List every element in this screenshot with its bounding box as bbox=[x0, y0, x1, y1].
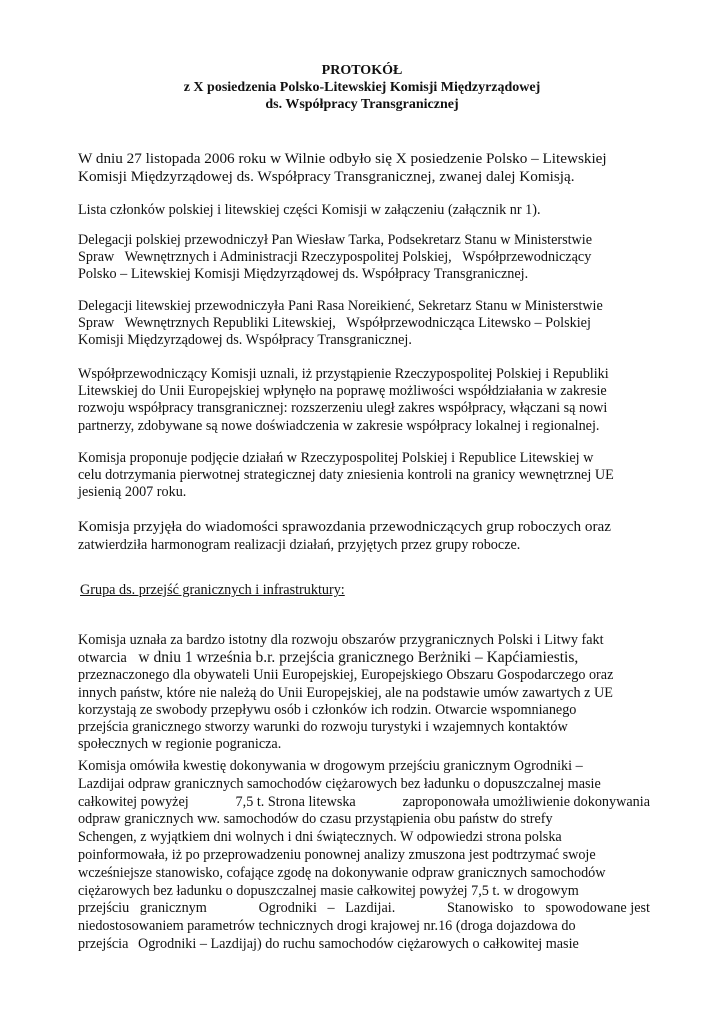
text-line bbox=[78, 900, 650, 918]
paragraph-co-chairs bbox=[78, 366, 650, 435]
text-line: rozwoju współpracy transgranicznej: rozszerzeniu uległ zakres współpracy, włączani są nowi bbox=[78, 400, 608, 417]
text-line: społecznych w regionie pogranicza. bbox=[78, 736, 282, 753]
text-line: Komisji Międzyrządowej ds. Współpracy Transgranicznej. bbox=[78, 332, 412, 349]
text-line: Lazdijai odpraw granicznych samochodów ciężarowych bez ładunku o dopuszczalnej masie bbox=[78, 775, 601, 792]
paragraph-truck-clearance bbox=[78, 758, 650, 954]
paragraph-member-list bbox=[78, 202, 650, 219]
text-line: W dniu 27 listopada 2006 roku w Wilnie odbyło się X posiedzenie Polsko – Litewskiej bbox=[78, 150, 607, 167]
text-line bbox=[78, 936, 650, 954]
text-line bbox=[78, 649, 650, 667]
text-line: Delegacji polskiej przewodniczył Pan Wiesław Tarka, Podsekretarz Stanu w Ministerstwie bbox=[78, 232, 593, 248]
text-fragment: przejściu granicznym bbox=[78, 900, 207, 917]
text-line: wcześniejsze stanowisko, cofające zgodę na dokonywanie odpraw granicznych samochodów bbox=[78, 864, 606, 881]
text-line: Lista członków polskiej i litewskiej części Komisji w załączeniu (załącznik nr 1). bbox=[78, 202, 541, 218]
text-line: przejścia granicznego stworzy warunki do rozwoju turystyki i wzajemnych kontaktów bbox=[78, 719, 568, 736]
paragraph-reports bbox=[78, 518, 650, 554]
text-line: ciężarowych bez ładunku o dopuszczalnej masie całkowitej powyżej 7,5 t. w drogowym bbox=[78, 882, 579, 899]
text-line: zatwierdziła harmonogram realizacji działań, przyjętych przez grupy robocze. bbox=[78, 537, 521, 553]
text-line: Komisja proponuje podjęcie działań w Rzeczypospolitej Polskiej i Republice Litewskiej w bbox=[78, 450, 594, 466]
text-fragment: otwarcia bbox=[78, 650, 127, 667]
title-line-2: z X posiedzenia Polsko-Litewskiej Komisji Międzyrządowej bbox=[183, 80, 541, 95]
text-line: partnerzy, zdobywane są nowe doświadczenia w zakresie współpracy lokalnej i regionalnej. bbox=[78, 417, 600, 434]
text-line: niedostosowaniem parametrów technicznych drogi krajowej nr.16 (droga dojazdowa do bbox=[78, 918, 576, 935]
text-line: Litewskiej do Unii Europejskiej wpłynęło na poprawę możliwości współdziałania w zakresie bbox=[78, 383, 607, 400]
text-line: Współprzewodniczący Komisji uznali, iż przystąpienie Rzeczypospolitej Polskiej i Republiki bbox=[78, 366, 609, 382]
text-line: Delegacji litewskiej przewodniczyła Pani Rasa Noreikienć, Sekretarz Stanu w Ministerstwie bbox=[78, 298, 603, 314]
text-fragment: Ogrodniki – Lazdijai. bbox=[258, 900, 396, 917]
text-line: poinformowała, iż po przeprowadzeniu ponownej analizy zmuszona jest podtrzymać swoje bbox=[78, 846, 596, 863]
text-line: celu dotrzymania pierwotnej strategicznej daty zniesienia kontroli na granicy wewnętrznej UE bbox=[78, 467, 614, 484]
text-fragment: Ogrodniki – Lazdijaj) do ruchu samochodów ciężarowych o całkowitej masie bbox=[137, 935, 579, 952]
document-title bbox=[0, 62, 724, 113]
text-line bbox=[78, 794, 650, 812]
text-line: Komisja omówiła kwestię dokonywania w drogowym przejściu granicznym Ogrodniki – bbox=[78, 758, 583, 774]
text-fragment: przejścia bbox=[78, 935, 129, 952]
text-fragment: w dniu 1 września b.r. przejścia granicznego Berżniki – Kapćiamiestis, bbox=[138, 649, 579, 667]
section-heading: Grupa ds. przejść granicznych i infrastruktury: bbox=[80, 582, 345, 598]
text-line: Komisji Międzyrządowej ds. Współpracy Transgranicznej, zwanej dalej Komisją. bbox=[78, 168, 575, 185]
text-line: odpraw granicznych ww. samochodów do czasu przystąpienia obu państw do strefy bbox=[78, 811, 553, 828]
text-line: Komisja przyjęła do wiadomości sprawozdania przewodniczących grup roboczych oraz bbox=[78, 518, 612, 535]
text-line: korzystają ze swobody przepływu osób i członków ich rodzin. Otwarcie wspomnianego bbox=[78, 701, 577, 718]
paragraph-polish-delegation bbox=[78, 232, 650, 284]
paragraph-proposal bbox=[78, 450, 650, 502]
text-line: Spraw Wewnętrznych i Administracji Rzeczypospolitej Polskiej, Współprzewodniczący bbox=[78, 249, 592, 266]
text-line: Komisja uznała za bardzo istotny dla rozwoju obszarów przygranicznych Polski i Litwy fakt bbox=[78, 632, 604, 648]
text-line: Schengen, z wyjątkiem dni wolnych i dni świątecznych. W odpowiedzi strona polska bbox=[78, 829, 562, 846]
text-line: Polsko – Litewskiej Komisji Międzyrządowej ds. Współpracy Transgranicznej. bbox=[78, 266, 529, 283]
text-fragment: zaproponowała umożliwienie dokonywania bbox=[402, 793, 650, 810]
text-line: jesienią 2007 roku. bbox=[78, 484, 187, 501]
text-fragment: 7,5 t. Strona litewska bbox=[235, 793, 356, 810]
title-line-3: ds. Współpracy Transgranicznej bbox=[265, 97, 459, 112]
title-line-1: PROTOKÓŁ bbox=[321, 63, 403, 78]
paragraph-border-crossing-opening bbox=[78, 632, 650, 753]
text-line: przeznaczonego dla obywateli Unii Europejskiej, Europejskiego Obszaru Gospodarczego oraz bbox=[78, 667, 614, 684]
text-fragment: całkowitej powyżej bbox=[78, 793, 189, 810]
text-fragment: Stanowisko to spowodowane jest bbox=[447, 900, 650, 917]
text-line: innych państw, które nie należą do Unii Europejskiej, ale na podstawie umów zawartych z UE bbox=[78, 684, 613, 701]
paragraph-opening bbox=[78, 150, 650, 186]
paragraph-lithuanian-delegation bbox=[78, 298, 650, 350]
text-line: Spraw Wewnętrznych Republiki Litewskiej, Współprzewodnicząca Litewsko – Polskiej bbox=[78, 315, 591, 332]
